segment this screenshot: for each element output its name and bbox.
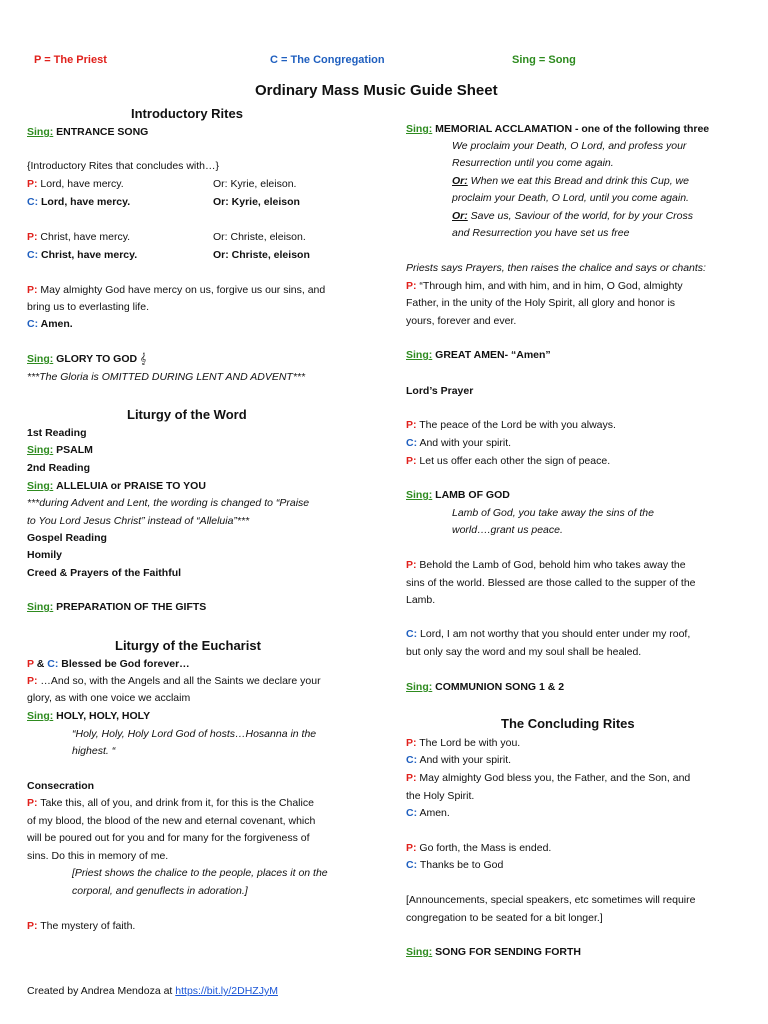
announce-1: [Announcements, special speakers, etc sometimes will require <box>406 894 696 906</box>
p-goforth: P: Go forth, the Mass is ended. <box>406 842 552 854</box>
chalice-note-1: [Priest shows the chalice to the people, places it on the <box>72 867 328 879</box>
sing-icon: Sing: <box>27 480 54 492</box>
p-offer: P: Let us offer each other the sign of peace. <box>406 455 611 467</box>
priest-prayers: Priests says Prayers, then raises the chalice and says or chants: <box>406 262 706 274</box>
sing-icon: Sing: <box>27 126 54 138</box>
or-kyrie-c: Or: Kyrie, eleison <box>213 196 300 208</box>
first-reading: 1st Reading <box>27 427 87 439</box>
treble-clef-icon: 𝄞 <box>140 353 147 365</box>
alleluia-line: Sing: ALLELUIA or PRAISE TO YOU <box>27 480 206 492</box>
p-take-1: P: Take this, all of you, and drink from it, for this is the Chalice <box>27 797 314 809</box>
c-spirit-2: C: And with your spirit. <box>406 754 512 766</box>
p-bless-2: the Holy Spirit. <box>406 790 475 802</box>
c-lord-2: but only say the word and my soul shall be healed. <box>406 646 642 658</box>
c-amen-2: C: Amen. <box>406 807 450 819</box>
mem-5: Or: Save us, Saviour of the world, for by your Cross <box>452 210 694 222</box>
great-amen-line: Sing: GREAT AMEN- “Amen” <box>406 349 551 361</box>
c-amen: C: Amen. <box>27 318 73 330</box>
advent-note-1: ***during Advent and Lent, the wording is changed to “Praise <box>27 497 310 509</box>
c-thanks: C: Thanks be to God <box>406 859 504 871</box>
sing-icon: Sing: <box>27 353 54 365</box>
creed: Creed & Prayers of the Faithful <box>27 567 182 579</box>
footer-credit: Created by Andrea Mendoza at https://bit.ly/2DHZJyM <box>27 985 278 997</box>
c-christ-mercy: C: Christ, have mercy. <box>27 249 138 261</box>
sing-icon: Sing: <box>406 946 433 958</box>
p-through-3: yours, forever and ever. <box>406 315 517 327</box>
legend-congregation: C = The Congregation <box>270 54 385 66</box>
sing-icon: Sing: <box>27 444 54 456</box>
mem-3: Or: When we eat this Bread and drink this Cup, we <box>452 175 689 187</box>
c-spirit: C: And with your spirit. <box>406 437 512 449</box>
sing-icon: Sing: <box>27 601 54 613</box>
p-take-3: will be poured out for you and for many for the forgiveness of <box>27 832 310 844</box>
p-mercy-line1: P: May almighty God have mercy on us, forgive us our sins, and <box>27 284 326 296</box>
lamb-1: Lamb of God, you take away the sins of the <box>452 507 654 519</box>
or-christe-c: Or: Christe, eleison <box>213 249 310 261</box>
or-christe: Or: Christe, eleison. <box>213 231 306 243</box>
gloria-note: ***The Gloria is OMITTED DURING LENT AND ADVENT*** <box>27 371 306 383</box>
p-behold-3: Lamb. <box>406 594 436 606</box>
legend-song: Sing = Song <box>512 54 576 66</box>
p-through-2: Father, in the unity of the Holy Spirit, all glory and honor is <box>406 297 676 309</box>
p-take-2: of my blood, the blood of the new and eternal covenant, which <box>27 815 316 827</box>
announce-2: congregation to be seated for a bit longer.] <box>406 912 603 924</box>
word-heading: Liturgy of the Word <box>127 407 247 422</box>
mem-1: We proclaim your Death, O Lord, and profess your <box>452 140 687 152</box>
p-lord-with: P: The Lord be with you. <box>406 737 521 749</box>
page-title: Ordinary Mass Music Guide Sheet <box>255 82 498 99</box>
legend-priest: P = The Priest <box>34 54 107 66</box>
p-mercy-line2: bring us to everlasting life. <box>27 301 149 313</box>
blessed-line: P & C: Blessed be God forever… <box>27 658 190 670</box>
holy-song-line: Sing: HOLY, HOLY, HOLY <box>27 710 151 722</box>
consecration: Consecration <box>27 780 95 792</box>
sing-icon: Sing: <box>406 123 433 135</box>
preparation-line: Sing: PREPARATION OF THE GIFTS <box>27 601 207 613</box>
mem-2: Resurrection until you come again. <box>452 157 614 169</box>
p-mystery: P: The mystery of faith. <box>27 920 136 932</box>
p-lord-mercy: P: Lord, have mercy. <box>27 178 124 190</box>
holy-text-2: highest. “ <box>72 745 116 757</box>
lamb-line: Sing: LAMB OF GOD <box>406 489 510 501</box>
chalice-note-2: corporal, and genuflects in adoration.] <box>72 885 248 897</box>
p-angels-1: P: …And so, with the Angels and all the Saints we declare your <box>27 675 321 687</box>
c-lord-mercy: C: Lord, have mercy. <box>27 196 131 208</box>
p-take-4: sins. Do this in memory of me. <box>27 850 169 862</box>
sending-line: Sing: SONG FOR SENDING FORTH <box>406 946 582 958</box>
communion-line: Sing: COMMUNION SONG 1 & 2 <box>406 681 565 693</box>
advent-note-2: to You Lord Jesus Christ” instead of “Alleluia”*** <box>27 515 250 527</box>
or-kyrie: Or: Kyrie, eleison. <box>213 178 297 190</box>
second-reading: 2nd Reading <box>27 462 91 474</box>
sing-icon: Sing: <box>406 681 433 693</box>
p-through-1: P: “Through him, and with him, and in him, O God, almighty <box>406 280 683 292</box>
glory-song-line: Sing: GLORY TO GOD 𝄞 <box>27 353 147 365</box>
sing-icon: Sing: <box>27 710 54 722</box>
intro-note: {Introductory Rites that concludes with…} <box>27 160 220 172</box>
mem-6: and Resurrection you have set us free <box>452 227 630 239</box>
lamb-2: world….grant us peace. <box>452 524 563 536</box>
p-peace: P: The peace of the Lord be with you always. <box>406 419 616 431</box>
memorial-line: Sing: MEMORIAL ACCLAMATION - one of the following three <box>406 123 710 135</box>
psalm-line: Sing: PSALM <box>27 444 93 456</box>
eucharist-heading: Liturgy of the Eucharist <box>115 638 261 653</box>
gospel-reading: Gospel Reading <box>27 532 107 544</box>
entrance-song-line: Sing: ENTRANCE SONG <box>27 126 149 138</box>
p-angels-2: glory, as with one voice we acclaim <box>27 692 191 704</box>
holy-text-1: “Holy, Holy, Holy Lord God of hosts…Hosanna in the <box>72 728 317 740</box>
mem-4: proclaim your Death, O Lord, until you come again. <box>452 192 689 204</box>
intro-rites-heading: Introductory Rites <box>131 106 243 121</box>
lords-prayer: Lord’s Prayer <box>406 385 474 397</box>
p-behold-1: P: Behold the Lamb of God, behold him who takes away the <box>406 559 686 571</box>
p-bless-1: P: May almighty God bless you, the Father, and the Son, and <box>406 772 691 784</box>
p-christ-mercy: P: Christ, have mercy. <box>27 231 131 243</box>
sing-icon: Sing: <box>406 349 433 361</box>
p-behold-2: sins of the world. Blessed are those called to the supper of the <box>406 577 696 589</box>
concluding-heading: The Concluding Rites <box>501 716 635 731</box>
homily: Homily <box>27 549 63 561</box>
footer-link[interactable]: https://bit.ly/2DHZJyM <box>175 985 278 997</box>
c-lord-1: C: Lord, I am not worthy that you should enter under my roof, <box>406 628 691 640</box>
sing-icon: Sing: <box>406 489 433 501</box>
